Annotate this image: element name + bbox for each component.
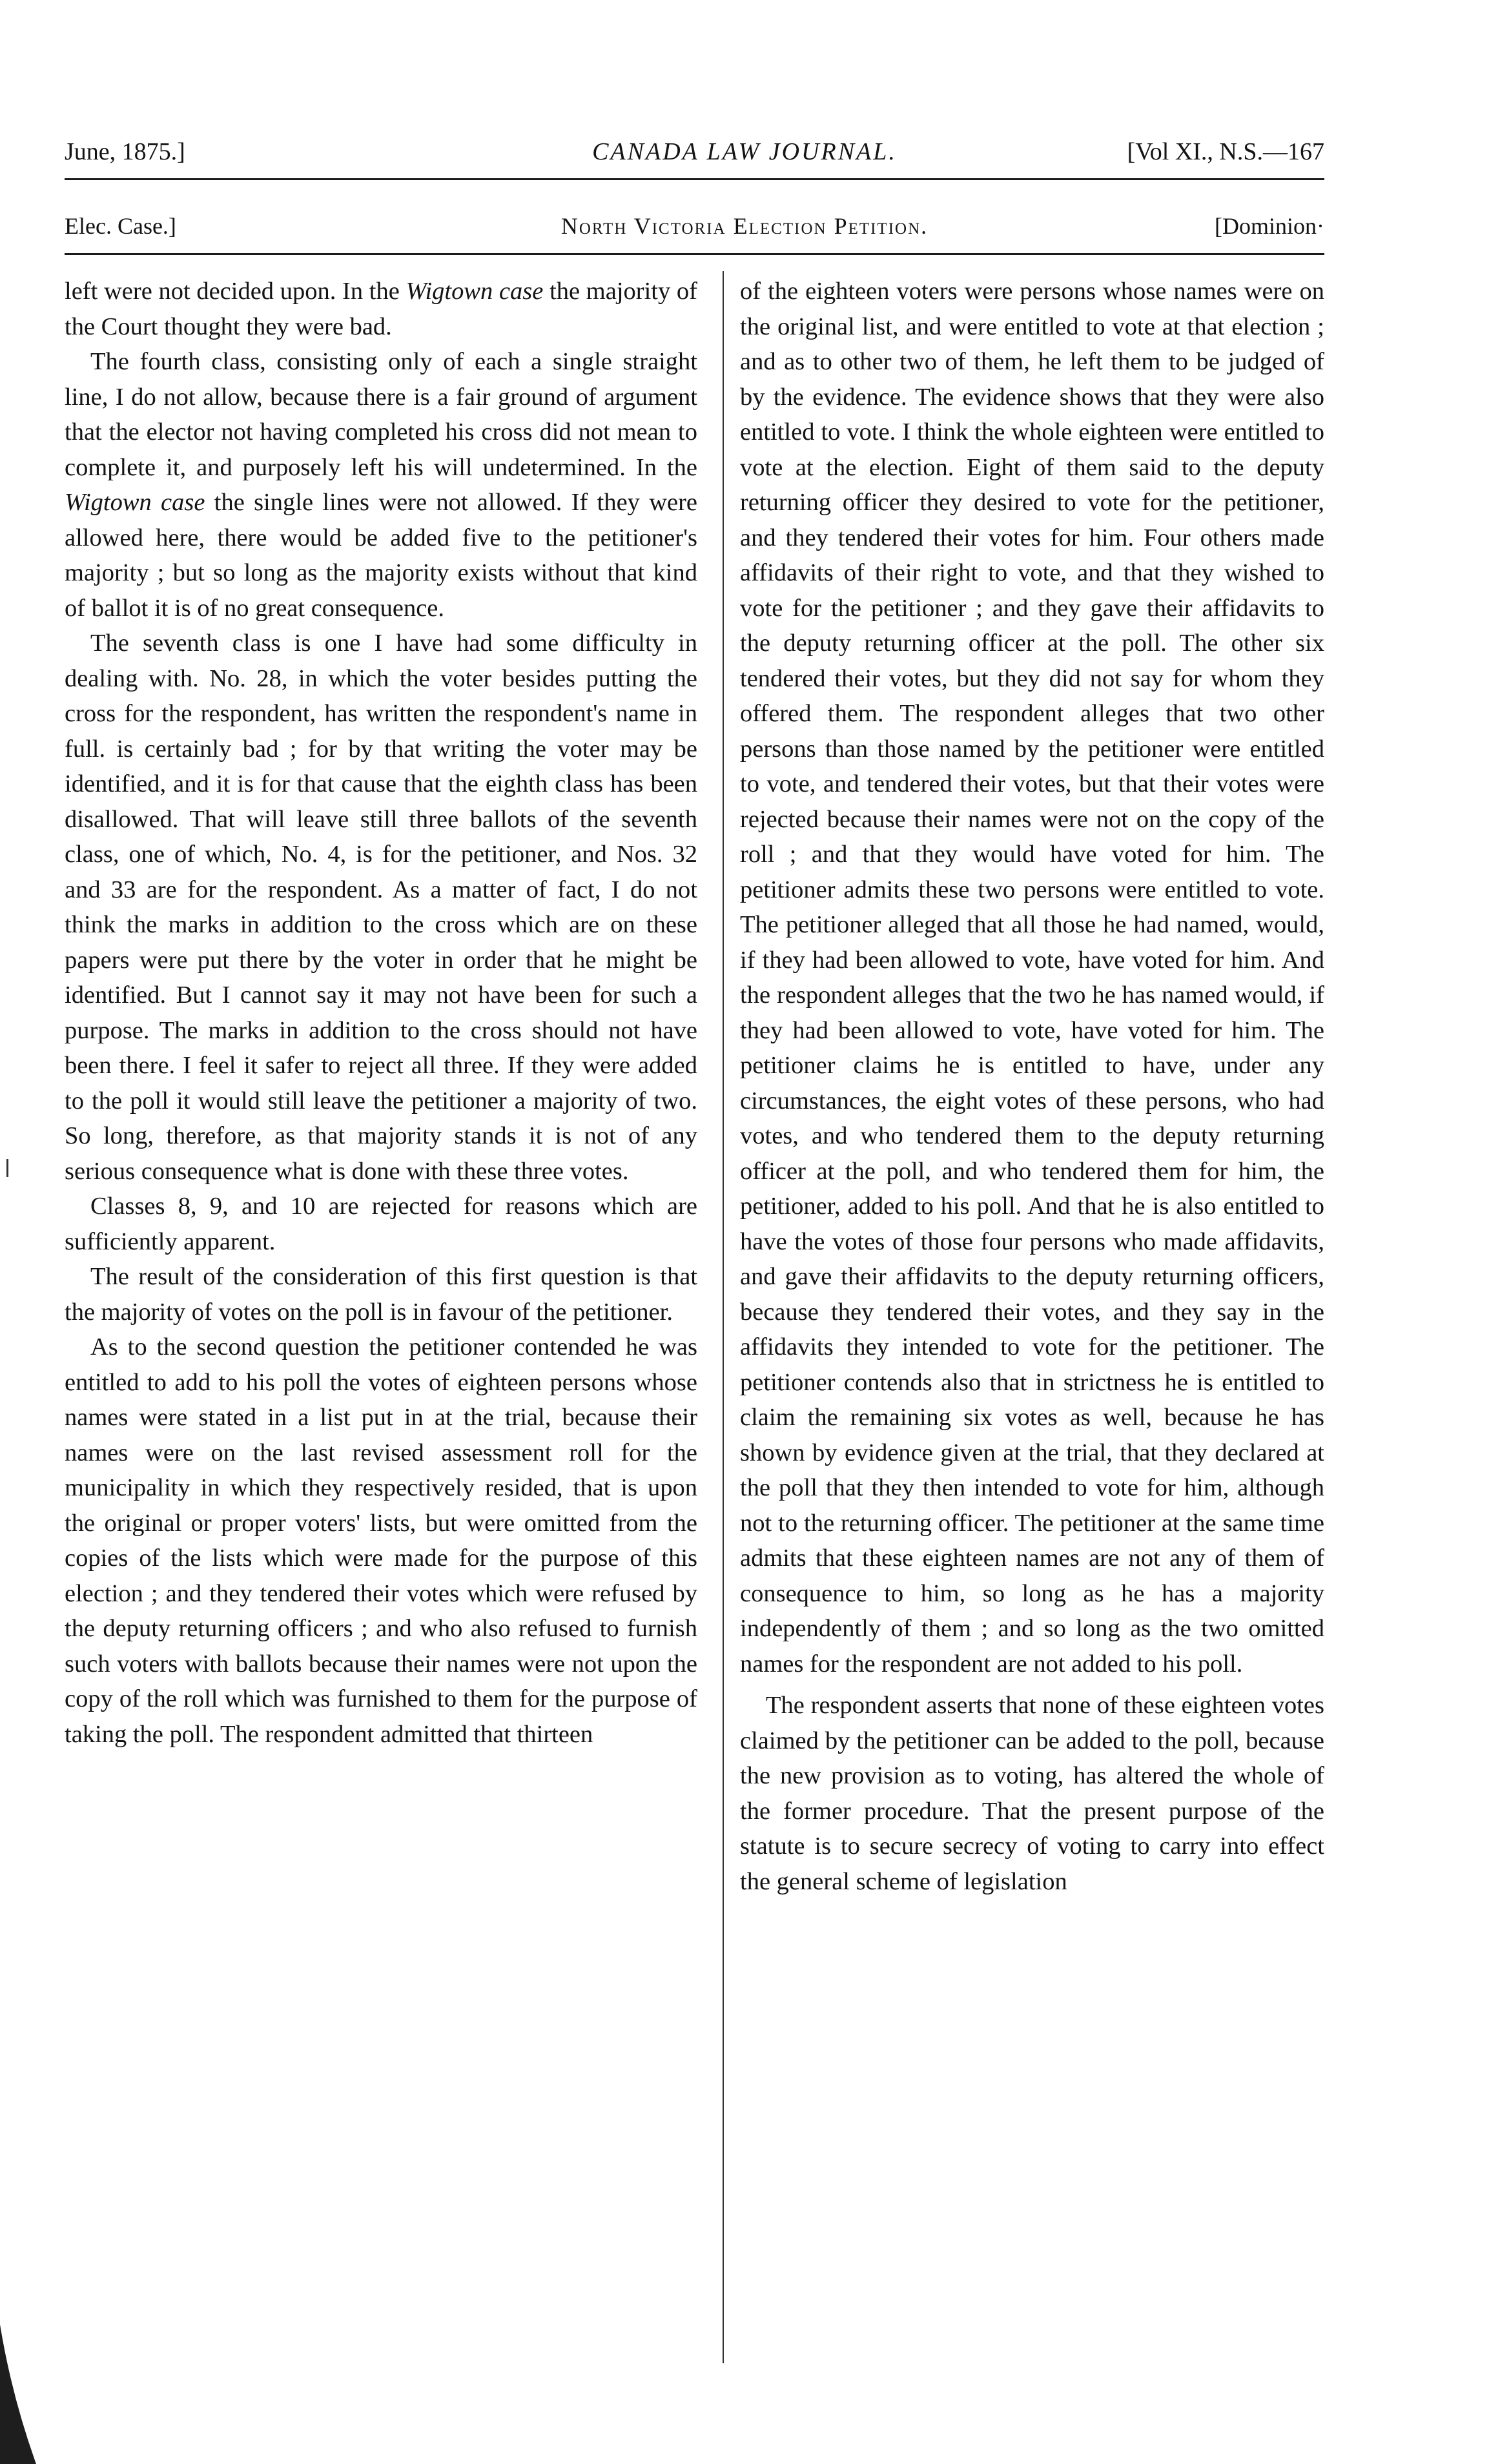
section-label: Elec. Case.] xyxy=(65,213,176,239)
paragraph: The respondent asserts that none of these eighteen votes claimed by the petitioner can be added to the poll, because the new provision as to voting, has altered the whole of the former procedure. That the present purpose of the statute is to secure secrecy of voting to carry into effect the general scheme of legislation xyxy=(740,1692,1324,1895)
journal-title: CANADA LAW JOURNAL. xyxy=(592,138,897,165)
paragraph: The seventh class is one I have had some difficulty in dealing with. No. 28, in which the voter besides putting the cross for the respondent, has written the respondent's name in full. is certainly bad ; for by that writing the voter may be identified, and it is for that cause that the eighth class has been disallowed. That will leave still three ballots of the seventh class, one of which, No. 4, is for the petitioner, and Nos. 32 and 33 are for the respondent. As a matter of fact, I do not think the marks in addition to the cross which are on these papers were put there by the voter in order that he might be identified. But I cannot say it may not have been for such a purpose. The marks in addition to the cross should not have been there. I feel it safer to reject all three. If they were added to the poll it would still leave the petitioner a majority of two. So long, therefore, as that majority stands it is not of any serious consequence what is done with these three votes. xyxy=(65,630,697,1185)
column-divider xyxy=(723,271,724,2363)
header-rule xyxy=(65,178,1324,180)
margin-mark xyxy=(6,1159,8,1177)
paragraph: The fourth class, consisting only of each a single straight line, I do not allow, because there is a fair ground of argument that the elector not having completed his cross did not mean to complete it, and purposely left his will undetermined. In the Wigtown case the single lines were not allowed. If they were allowed here, there would be added five to the petitioner's majority ; but so long as the majority exists without that kind of ballot it is of no great consequence. xyxy=(65,348,697,622)
volume-page-number: [Vol XI., N.S.—167 xyxy=(1127,138,1324,165)
case-name: Wigtown case xyxy=(406,278,544,305)
left-column xyxy=(65,274,697,1752)
binding-shadow xyxy=(0,2299,39,2464)
paragraph: The result of the consideration of this first question is that the majority of votes on the poll is in favour of the petitioner. xyxy=(65,1263,697,1326)
paragraph: of the eighteen voters were persons whose names were on the original list, and were entitled to vote at that election ; and as to other two of them, he left them to be judged of by the evidence. The evidence shows that they were also entitled to vote. I think the whole eighteen were entitled to vote at the election. Eight of them said to the deputy returning officer they desired to vote for the petitioner, and they tendered their votes for him. Four others made affidavits of their right to vote, and that they wished to vote for the petitioner ; and they gave their affidavits to the deputy returning officer at the poll. The other six tendered their votes, but they did not say for whom they offered them. The respondent alleges that two other persons than those named by the petitioner were entitled to vote, and tendered their votes, but that their votes were rejected because their names were not on the copy of the roll ; and that they would have voted for him. The petitioner admits these two persons were entitled to vote. The petitioner alleged that all those he had named, would, if they had been allowed to vote, have voted for him. And the respondent alleges that the two he has named would, if they had been allowed to vote, have voted for him. The petitioner claims he is entitled to have, under any circumstances, the eight votes of these persons, who had votes, and who tendered them to the deputy returning officer at the poll, and who tendered them for him, the petitioner, added to his poll. And that he is also entitled to have the votes of those four persons who made affidavits, and gave their affidavits to the deputy returning officers, because they tendered their votes, and they say in the affidavits they intended to vote for the petitioner. The petitioner contends also that in strictness he is entitled to claim the remaining six votes as well, because he has shown by evidence given at the trial, that they declared at the poll that they then intended to vote for him, although not to the returning officer. The petitioner at the same time admits that these eighteen names are not any of them of consequence to him, so long as he has a majority independently of them ; and so long as the two omitted names for the respondent are not added to his poll. xyxy=(740,278,1324,1678)
paragraph: As to the second question the petitioner contended he was entitled to add to his poll the votes of eighteen persons whose names were stated in a list put in at the trial, because their names were on the last revised assessment roll for the municipality in which they respectively resided, that is upon the original or proper voters' lists, but were omitted from the copies of the lists which were made for the purpose of this election ; and they tendered their votes which were refused by the deputy returning officers ; and who also refused to furnish such voters with ballots because their names were not upon the copy of the roll which was furnished to them for the purpose of taking the poll. The respondent admitted that thirteen xyxy=(65,1333,697,1748)
paragraph: Classes 8, 9, and 10 are rejected for reasons which are sufficiently apparent. xyxy=(65,1193,697,1255)
case-name: Wigtown case xyxy=(65,489,205,516)
court-label: [Dominion· xyxy=(1215,213,1324,239)
paragraph: left were not decided upon. In the Wigtown case the majority of the Court thought they were bad. xyxy=(65,278,697,340)
case-title: North Victoria Election Petition. xyxy=(560,213,929,239)
issue-date: June, 1875.] xyxy=(65,138,185,165)
subheader-rule xyxy=(65,253,1324,255)
right-column xyxy=(740,274,1324,1899)
